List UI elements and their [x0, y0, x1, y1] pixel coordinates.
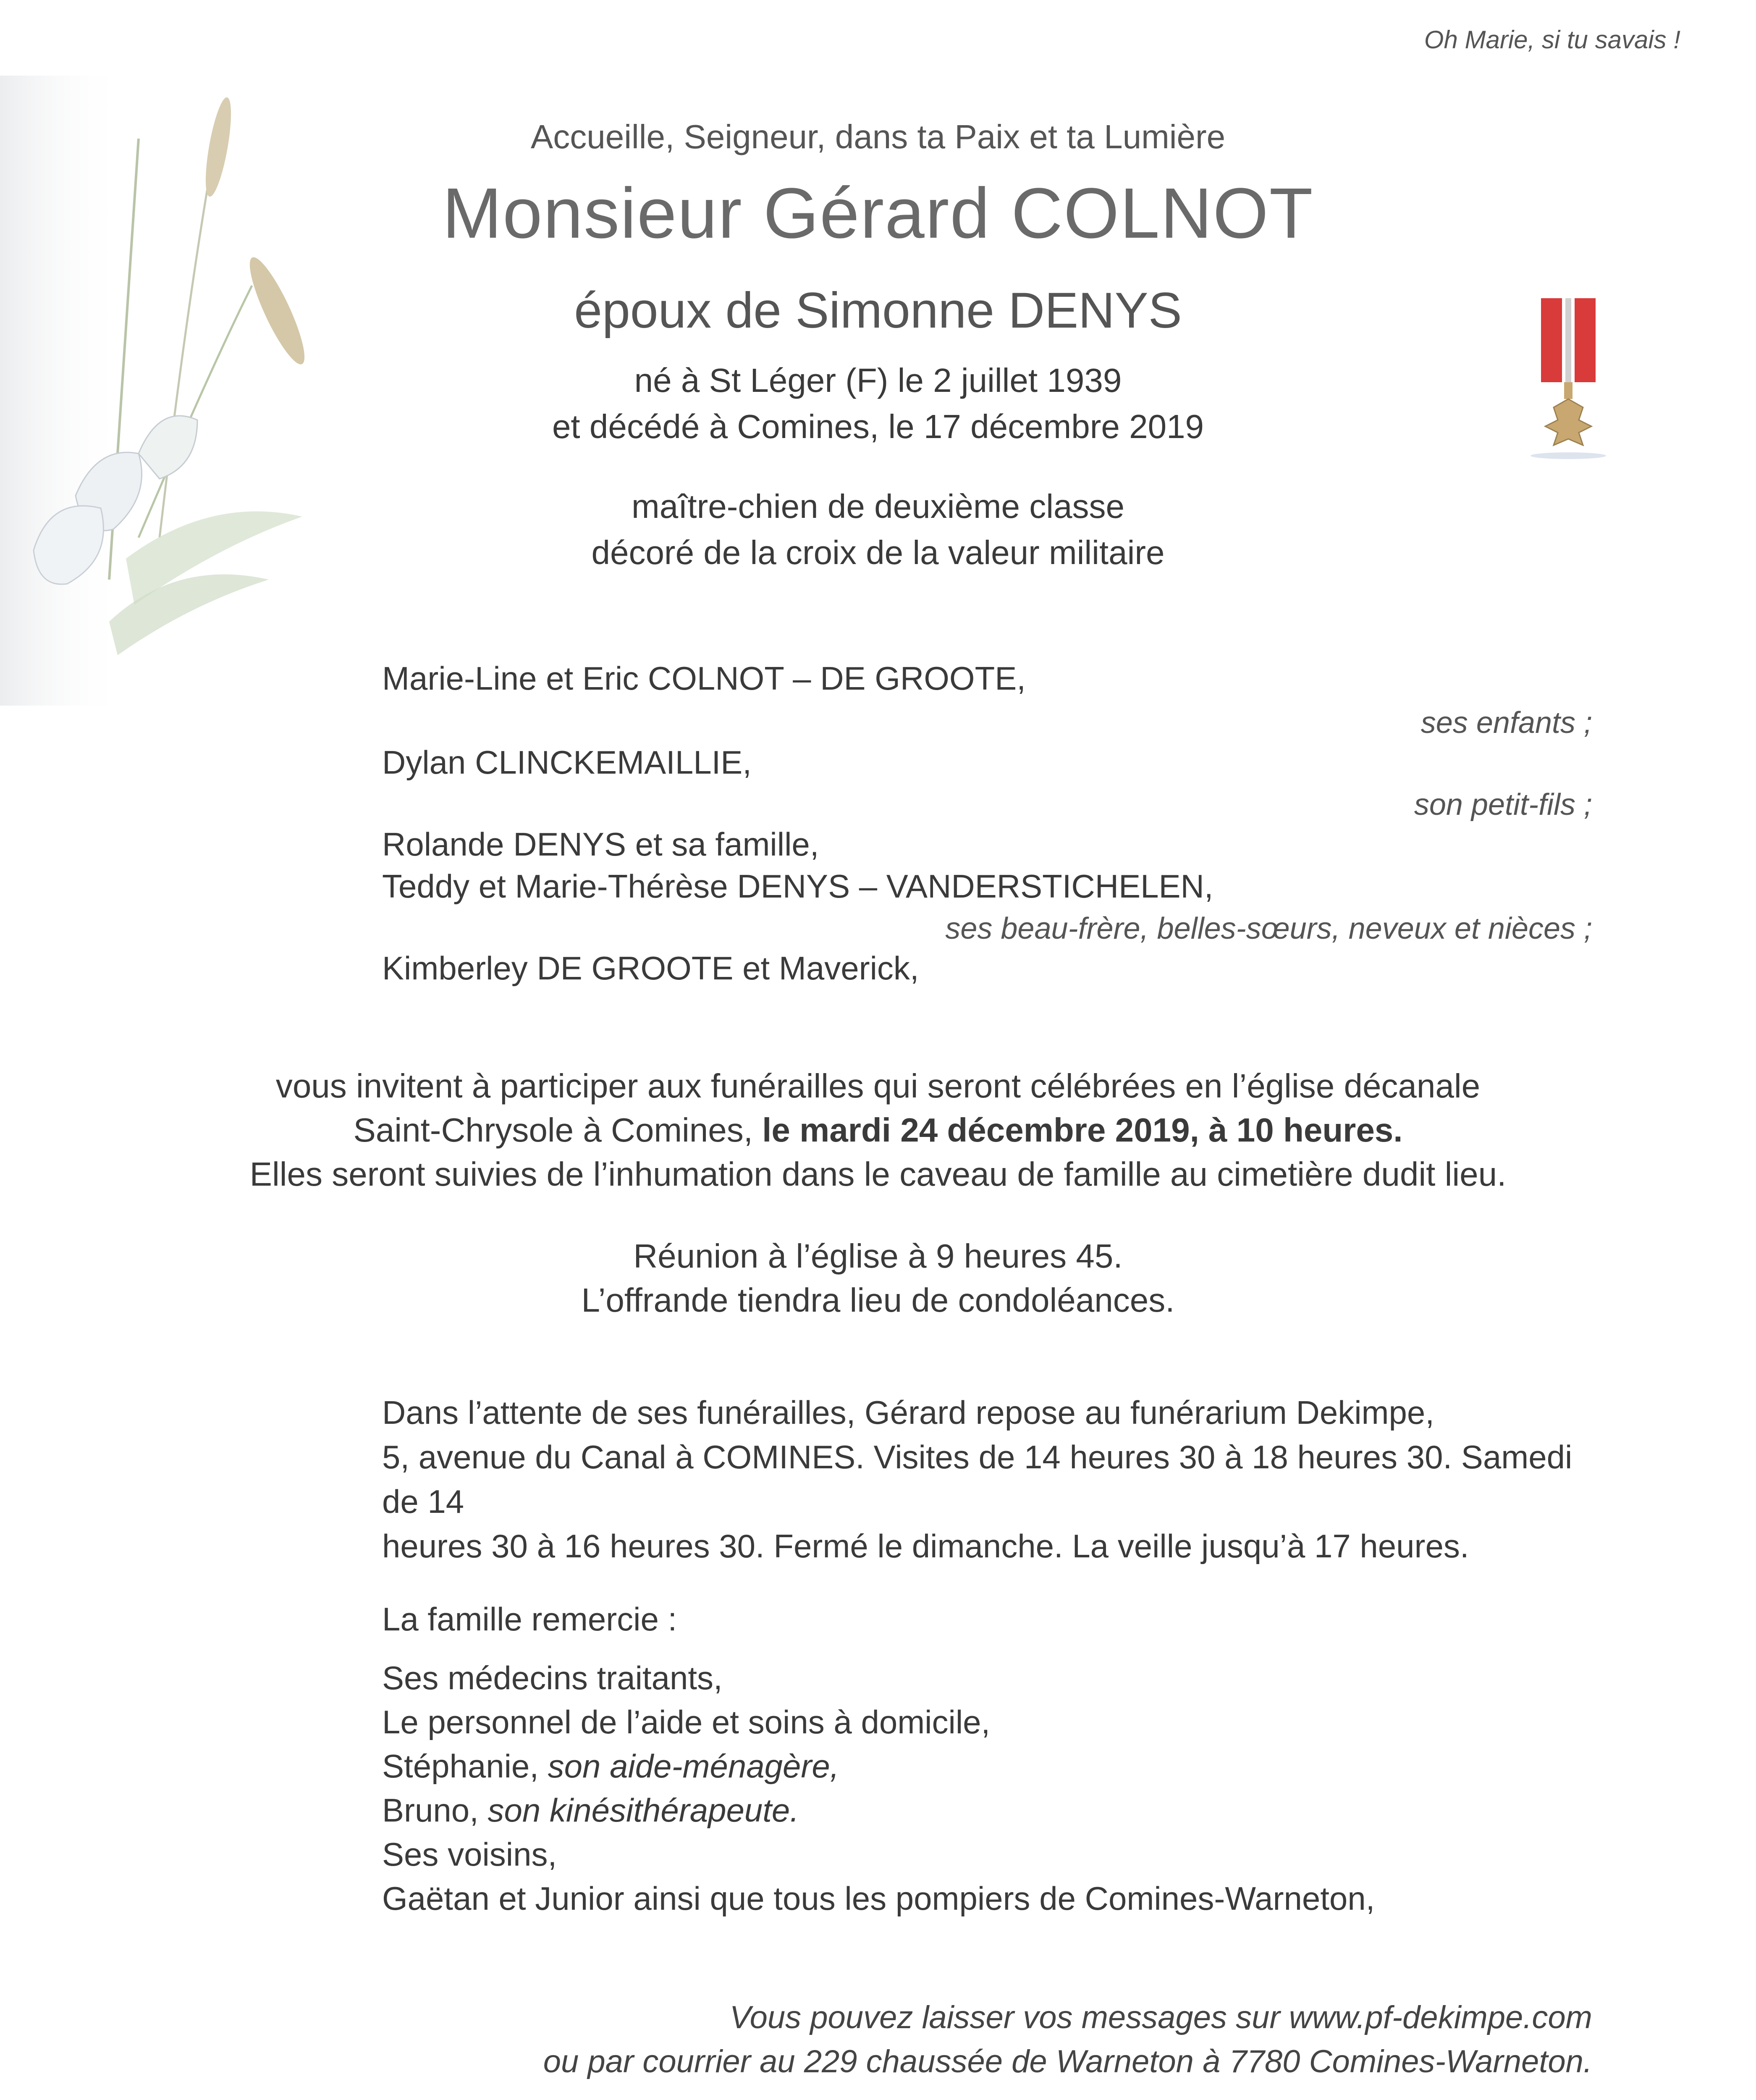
rank-line: maître-chien de deuxième classe: [632, 488, 1124, 525]
invitation-line-2: Saint-Chrysole à Comines, le mardi 24 décembre 2019, à 10 heures.: [353, 1111, 1403, 1149]
messages-line-1: Vous pouvez laisser vos messages sur www.pf-dekimpe.com: [729, 2000, 1592, 2035]
family-others: Kimberley DE GROOTE et Maverick,: [382, 950, 919, 987]
relation-grandson: son petit-fils ;: [1414, 788, 1592, 822]
invitation-line-3: Elles seront suivies de l’inhumation dans le caveau de famille au cimetière dudit lieu.: [249, 1155, 1507, 1193]
family-inlaws-2: Teddy et Marie-Thérèse DENYS – VANDERSTICHELEN,: [382, 868, 1213, 905]
thanks-line-4: Bruno, son kinésithérapeute.: [382, 1792, 799, 1829]
relation-children: ses enfants ;: [1421, 706, 1592, 740]
welcome-verse: Accueille, Seigneur, dans ta Paix et ta Lumière: [530, 118, 1226, 155]
deceased-name: Monsieur Gérard COLNOT: [442, 173, 1314, 253]
invitation-line-1: vous invitent à participer aux funérailles qui seront célébrées en l’église décanale: [275, 1067, 1481, 1105]
thanks-line-6: Gaëtan et Junior ainsi que tous les pompiers de Comines-Warneton,: [382, 1880, 1375, 1917]
thanks-line-5: Ses voisins,: [382, 1836, 557, 1873]
meeting-line: Réunion à l’église à 9 heures 45.: [633, 1237, 1123, 1275]
funeral-date: le mardi 24 décembre 2019, à 10 heures.: [762, 1111, 1403, 1149]
family-children: Marie-Line et Eric COLNOT – DE GROOTE,: [382, 660, 1026, 697]
relation-inlaws: ses beau-frère, belles-sœurs, neveux et nièces ;: [945, 912, 1592, 945]
family-grandson: Dylan CLINCKEMAILLIE,: [382, 744, 752, 781]
motto: Oh Marie, si tu savais !: [1424, 26, 1680, 54]
thanks-intro: La famille remercie :: [382, 1601, 677, 1638]
offering-line: L’offrande tiendra lieu de condoléances.: [581, 1281, 1175, 1319]
spouse-line: époux de Simonne DENYS: [574, 282, 1182, 339]
birth-line: né à St Léger (F) le 2 juillet 1939: [634, 362, 1122, 399]
thanks-line-1: Ses médecins traitants,: [382, 1659, 723, 1696]
thanks-line-3: Stéphanie, son aide-ménagère,: [382, 1748, 839, 1785]
funerarium-paragraph: Dans l’attente de ses funérailles, Gérard repose au funérarium Dekimpe, 5, avenue du Canal à COMINES. Visites de 14 heures 30 à 18 heures 30. Samedi de 14 heures 30 à 16 heures 30. Fermé le dimanche. La veille jusqu’à 17 heures.: [382, 1394, 1573, 1564]
death-line: et décédé à Comines, le 17 décembre 2019: [552, 408, 1204, 445]
messages-line-2: ou par courrier au 229 chaussée de Warneton à 7780 Comines-Warneton.: [543, 2044, 1592, 2079]
thanks-line-2: Le personnel de l’aide et soins à domicile,: [382, 1704, 991, 1740]
family-inlaws-1: Rolande DENYS et sa famille,: [382, 826, 819, 863]
decoration-line: décoré de la croix de la valeur militaire: [591, 534, 1165, 571]
